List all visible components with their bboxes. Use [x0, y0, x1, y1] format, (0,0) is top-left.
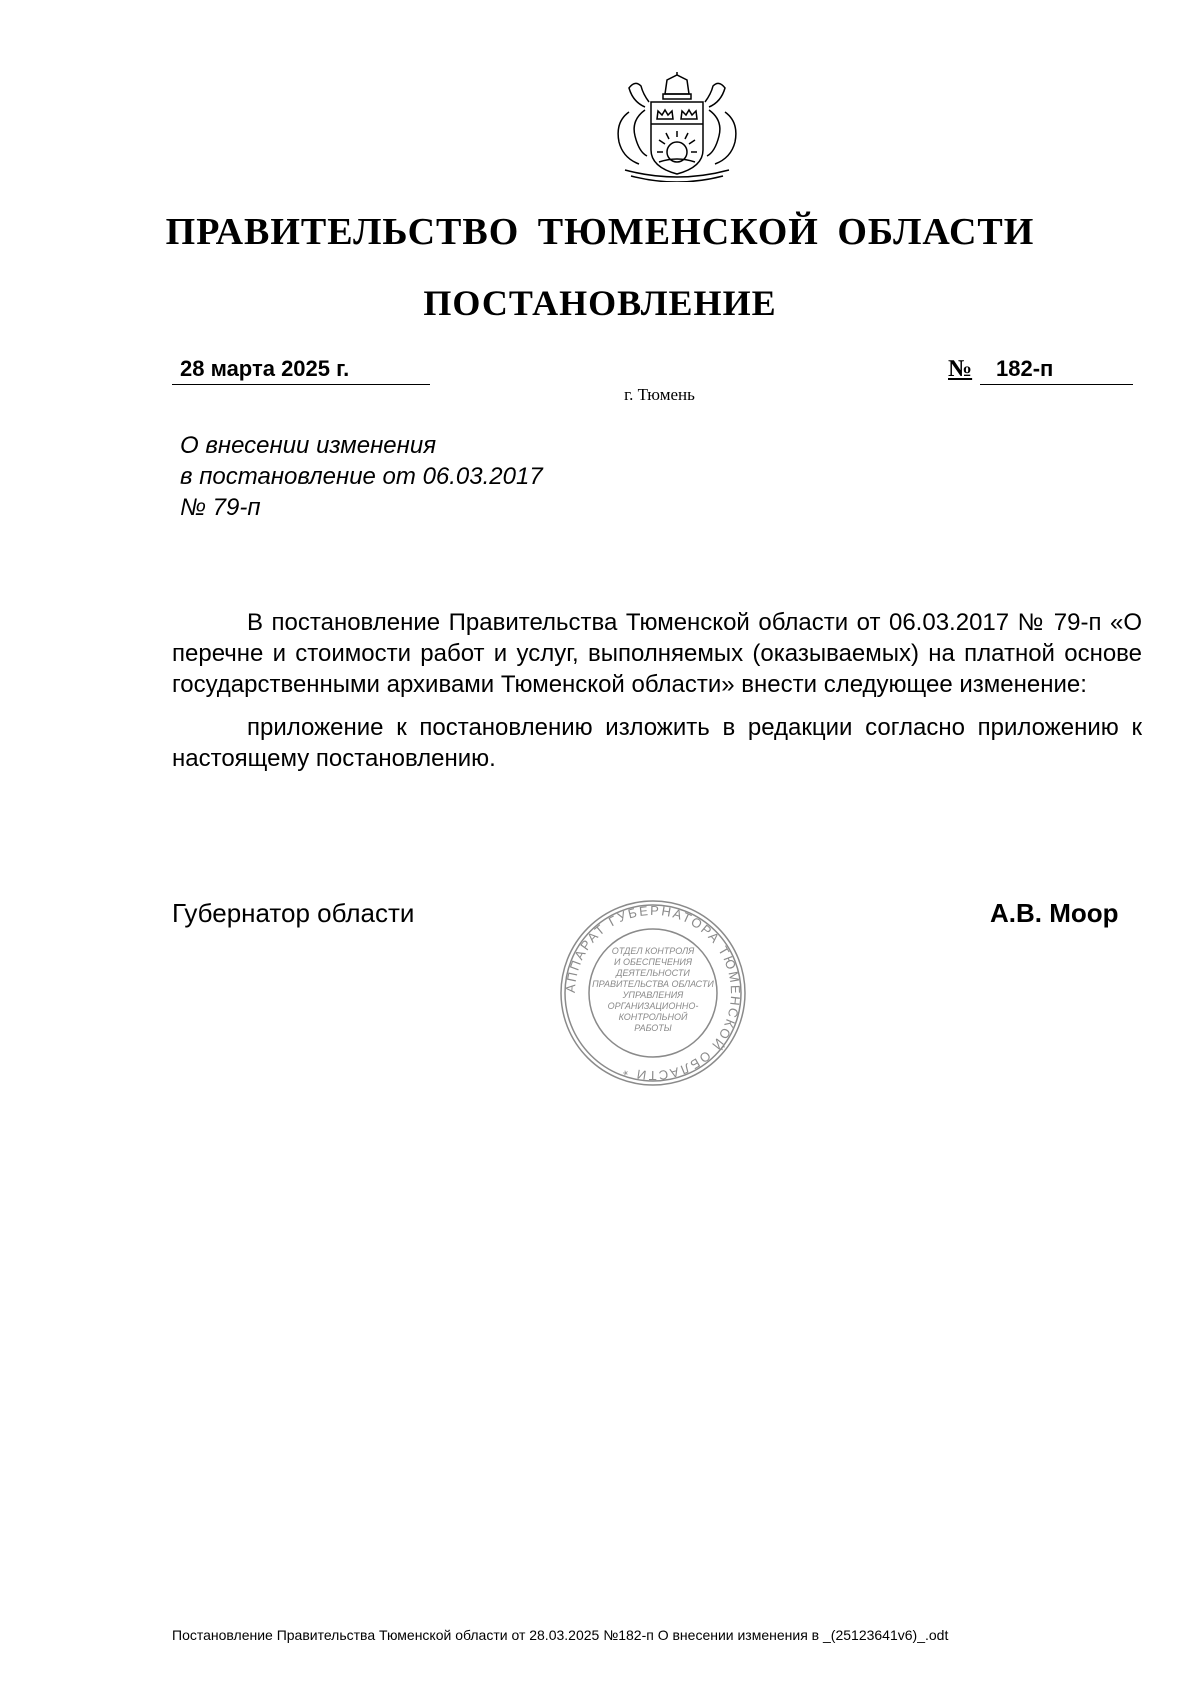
city-label: г. Тюмень — [624, 385, 695, 404]
coat-of-arms-icon — [595, 72, 760, 182]
page-footer: Постановление Правительства Тюменской области от 28.03.2025 №182-п О внесении изменения в _(25123641v6)_.odt — [172, 1627, 949, 1643]
svg-text:КОНТРОЛЬНОЙ: КОНТРОЛЬНОЙ — [618, 1012, 688, 1022]
document-number: 182-п — [996, 356, 1054, 381]
svg-text:ДЕЯТЕЛЬНОСТИ: ДЕЯТЕЛЬНОСТИ — [616, 968, 690, 978]
stamp-outer-text: АППАРАТ ГУБЕРНАТОРА ТЮМЕНСКОЙ ОБЛАСТИ * — [562, 902, 744, 1084]
document-date: 28 марта 2025 г. — [180, 356, 350, 381]
document-number-field — [980, 354, 1133, 385]
document-number-block — [948, 354, 1133, 384]
body-paragraph: В постановление Правительства Тюменской области от 06.03.2017 № 79-п «О перечне и стоимости работ и услуг, выполняемых (оказываемых) на платной основе государственными архивами Тюменской области» внести следующее изменение: — [172, 609, 1142, 698]
signatory-name: А.В. Моор — [990, 898, 1119, 928]
svg-text:ОТДЕЛ КОНТРОЛЯ: ОТДЕЛ КОНТРОЛЯ — [611, 946, 695, 956]
svg-text:РАБОТЫ: РАБОТЫ — [634, 1023, 672, 1033]
document-subject — [180, 430, 543, 523]
svg-text:ОРГАНИЗАЦИОННО-: ОРГАНИЗАЦИОННО- — [607, 1001, 699, 1011]
subject-line: № 79-п — [180, 494, 261, 521]
subject-line: в постановление от 06.03.2017 — [180, 463, 543, 490]
document-type-title: ПОСТАНОВЛЕНИЕ — [423, 283, 777, 323]
government-title: ПРАВИТЕЛЬСТВО ТЮМЕНСКОЙ ОБЛАСТИ — [165, 211, 1035, 253]
svg-text:И ОБЕСПЕЧЕНИЯ: И ОБЕСПЕЧЕНИЯ — [614, 957, 692, 967]
document-date-field — [172, 354, 430, 385]
svg-text:ПРАВИТЕЛЬСТВА ОБЛАСТИ: ПРАВИТЕЛЬСТВА ОБЛАСТИ — [592, 979, 714, 989]
subject-line: О внесении изменения — [180, 432, 437, 459]
body-paragraph: приложение к постановлению изложить в редакции согласно приложению к настоящему постановлению. — [172, 714, 1142, 772]
svg-text:УПРАВЛЕНИЯ: УПРАВЛЕНИЯ — [622, 990, 684, 1000]
number-sign: № — [948, 356, 973, 382]
signatory-title: Губернатор области — [172, 898, 415, 928]
document-body — [172, 607, 1142, 786]
official-stamp-icon — [558, 898, 748, 1088]
